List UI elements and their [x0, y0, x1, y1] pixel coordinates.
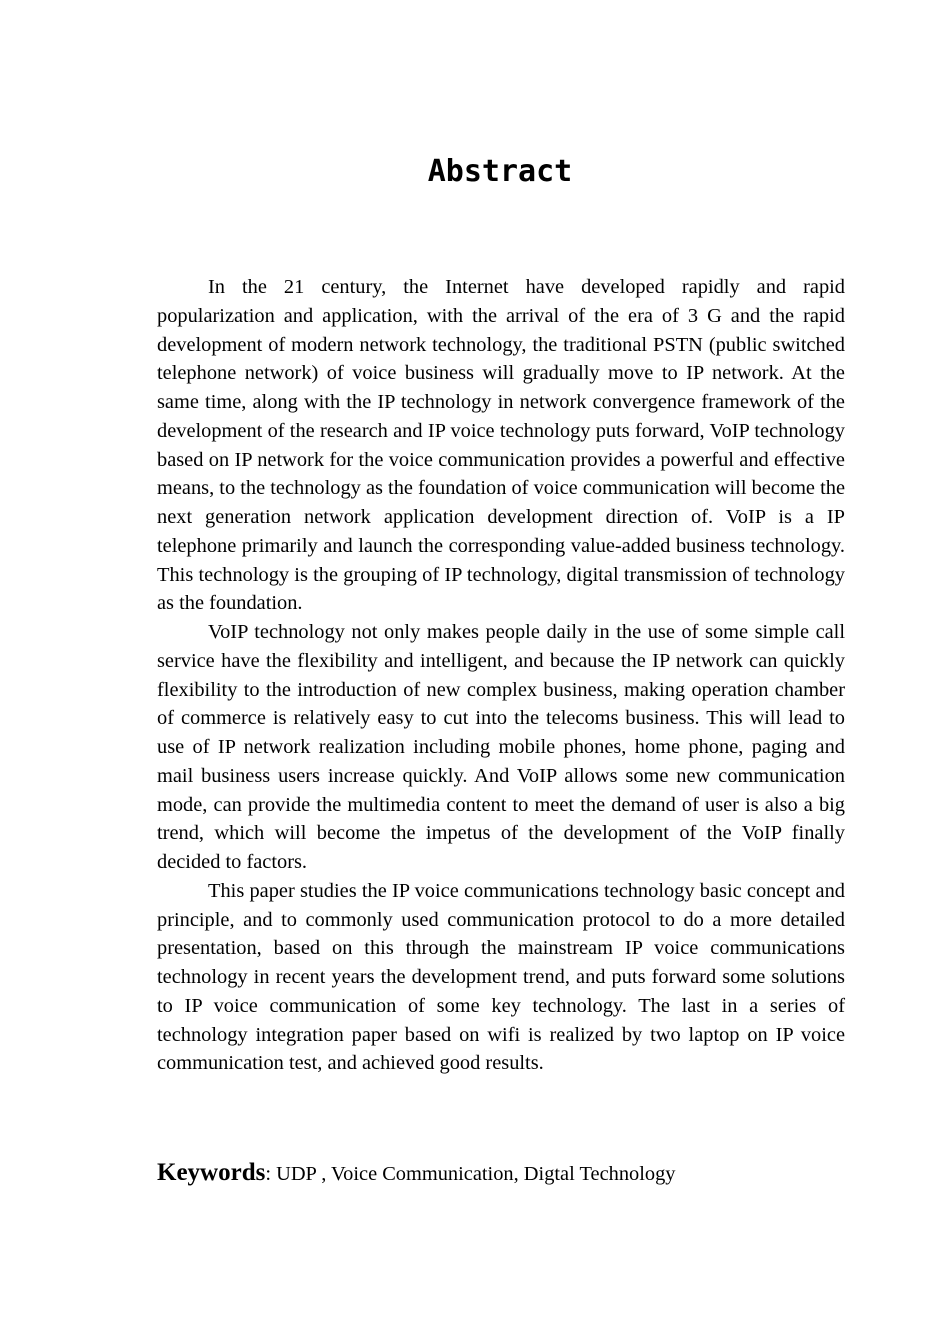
abstract-paragraph-1: In the 21 century, the Internet have developed rapidly and rapid popularization and application, with the arrival of the era of 3 G and the rapid development of modern network technology, the traditional PSTN (public switched telephone network) of voice business will gradually move to IP network. At the same time, along with the IP technology in network convergence framework of the development of the research and IP voice technology puts forward, VoIP technology based on IP network for the voice communication provides a powerful and effective means, to the technology as the foundation of voice communication will become the next generation network application development direction of. VoIP is a IP telephone primarily and launch the corresponding value-added business technology. This technology is the grouping of IP technology, digital transmission of technology as the foundation. — [157, 276, 845, 615]
abstract-title: Abstract — [427, 154, 573, 189]
abstract-paragraph-2: VoIP technology not only makes people daily in the use of some simple call service have the flexibility and intelligent, and because the IP network can quickly flexibility to the introduction of new complex business, making operation chamber of commerce is relatively easy to cut into the telecoms business. This will lead to use of IP network realization including mobile phones, home phone, paging and mail business users increase quickly. And VoIP allows some new communication mode, can provide the multimedia content to meet the demand of user is also a big trend, which will become the impetus of the development of the VoIP finally decided to factors. — [157, 621, 845, 873]
keywords-line — [157, 1156, 857, 1191]
abstract-body — [157, 273, 845, 1078]
abstract-paragraph-3: This paper studies the IP voice communications technology basic concept and principle, and to commonly used communication protocol to do a more detailed presentation, based on this through the mainstream IP voice communications technology in recent years the development trend, and puts forward some solutions to IP voice communication of some key technology. The last in a series of technology integration paper based on wifi is realized by two laptop on IP voice communication test, and achieved good results. — [157, 879, 845, 1075]
keywords-text: UDP , Voice Communication, Digtal Technology — [271, 1163, 676, 1185]
keywords-label: Keywords — [157, 1159, 266, 1186]
keywords-separator: : — [265, 1163, 271, 1185]
